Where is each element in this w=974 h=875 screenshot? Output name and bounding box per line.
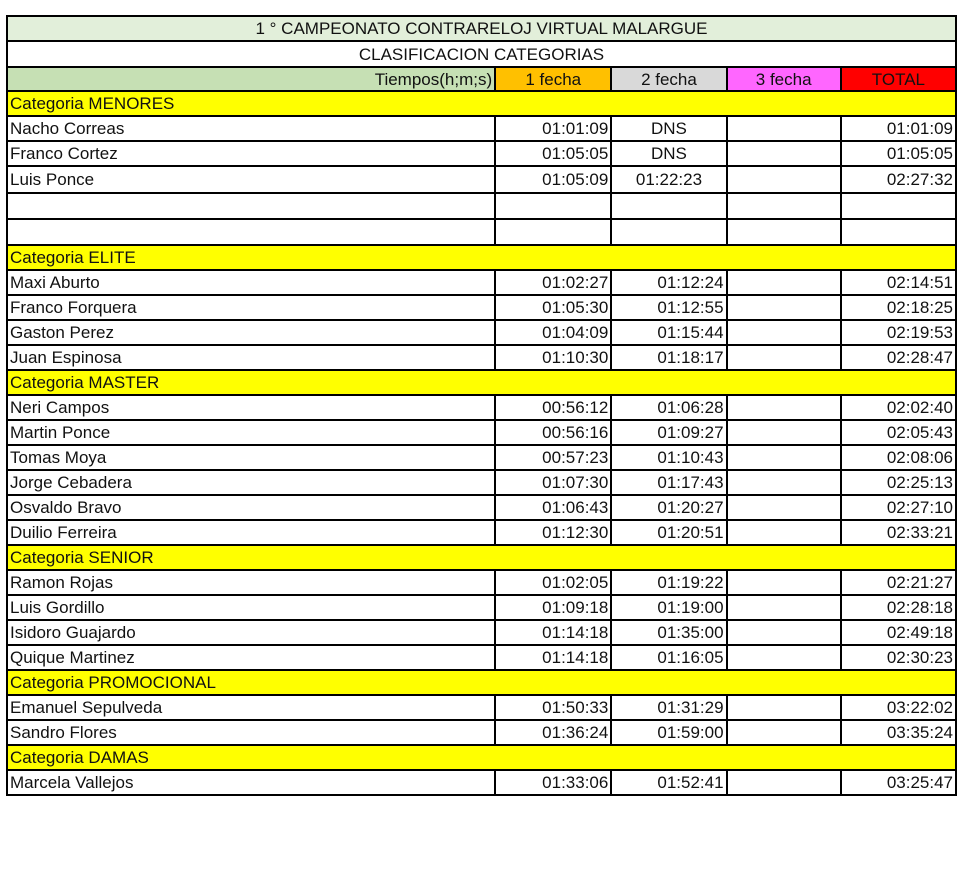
competitor-name[interactable]: Franco Cortez [7,141,495,166]
fecha-2-time[interactable]: 01:18:17 [611,345,726,370]
fecha-1-time[interactable]: 01:33:06 [495,770,611,795]
category-row [7,670,956,695]
competitor-row [7,166,956,193]
fecha-1-time[interactable]: 01:10:30 [495,345,611,370]
fecha-3-time[interactable] [727,219,841,245]
fecha-1-time[interactable]: 01:07:30 [495,470,611,495]
fecha-1-time[interactable]: 01:01:09 [495,116,611,141]
competitor-name[interactable] [7,193,495,219]
competitor-name[interactable]: Ramon Rojas [7,570,495,595]
total-time[interactable]: 02:27:32 [841,166,956,193]
competitor-name[interactable]: Nacho Correas [7,116,495,141]
fecha-1-time[interactable]: 01:05:30 [495,295,611,320]
competitor-name[interactable]: Luis Ponce [7,166,495,193]
fecha-3-time[interactable] [727,166,841,193]
category-label[interactable]: Categoria PROMOCIONAL [7,670,956,695]
fecha-3-time[interactable] [727,345,841,370]
fecha-3-time[interactable] [727,193,841,219]
fecha-2-time[interactable]: 01:12:55 [611,295,726,320]
total-time[interactable]: 02:02:40 [841,395,956,420]
fecha-3-time[interactable] [727,420,841,445]
fecha-3-time[interactable] [727,720,841,745]
category-label[interactable]: Categoria MASTER [7,370,956,395]
fecha-2-time[interactable]: 01:22:23 [611,166,726,193]
competitor-name[interactable]: Maxi Aburto [7,270,495,295]
header-fecha-2[interactable]: 2 fecha [611,67,726,91]
fecha-2-time[interactable]: 01:35:00 [611,620,726,645]
fecha-1-time[interactable]: 01:14:18 [495,645,611,670]
header-fecha-3[interactable]: 3 fecha [727,67,841,91]
fecha-2-time[interactable]: 01:06:28 [611,395,726,420]
total-time[interactable] [841,219,956,245]
competitor-row [7,420,956,445]
fecha-2-time[interactable]: 01:15:44 [611,320,726,345]
fecha-1-time[interactable] [495,219,611,245]
fecha-2-time[interactable]: 01:19:00 [611,595,726,620]
competitor-name[interactable]: Quique Martinez [7,645,495,670]
header-row [7,67,956,91]
header-times[interactable]: Tiempos(h;m;s) [7,67,495,91]
fecha-1-time[interactable]: 01:50:33 [495,695,611,720]
competitor-row [7,645,956,670]
total-time[interactable]: 01:01:09 [841,116,956,141]
fecha-1-time[interactable]: 00:57:23 [495,445,611,470]
competitor-row [7,720,956,745]
fecha-3-time[interactable] [727,645,841,670]
fecha-2-time[interactable]: 01:59:00 [611,720,726,745]
fecha-2-time[interactable]: 01:20:27 [611,495,726,520]
fecha-2-time[interactable]: 01:52:41 [611,770,726,795]
competitor-row [7,141,956,166]
fecha-3-time[interactable] [727,495,841,520]
total-time[interactable]: 02:08:06 [841,445,956,470]
fecha-3-time[interactable] [727,445,841,470]
sheet-subtitle[interactable]: CLASIFICACION CATEGORIAS [7,41,956,67]
total-time[interactable]: 02:28:47 [841,345,956,370]
fecha-2-time[interactable]: 01:16:05 [611,645,726,670]
fecha-3-time[interactable] [727,520,841,545]
fecha-2-time[interactable]: 01:17:43 [611,470,726,495]
fecha-2-time[interactable] [611,219,726,245]
competitor-name[interactable]: Tomas Moya [7,445,495,470]
title-row [7,16,956,41]
fecha-2-time[interactable]: 01:31:29 [611,695,726,720]
fecha-2-time[interactable]: 01:20:51 [611,520,726,545]
total-time[interactable]: 03:25:47 [841,770,956,795]
fecha-2-time[interactable]: 01:10:43 [611,445,726,470]
fecha-3-time[interactable] [727,695,841,720]
fecha-3-time[interactable] [727,395,841,420]
fecha-2-time[interactable]: 01:12:24 [611,270,726,295]
total-time[interactable]: 03:22:02 [841,695,956,720]
category-label[interactable]: Categoria DAMAS [7,745,956,770]
category-label[interactable]: Categoria ELITE [7,245,956,270]
competitor-row [7,495,956,520]
sheet-title[interactable]: 1 ° CAMPEONATO CONTRARELOJ VIRTUAL MALARGUE [7,16,956,41]
category-label[interactable]: Categoria MENORES [7,91,956,116]
competitor-row [7,470,956,495]
competitor-row [7,620,956,645]
total-time[interactable]: 02:33:21 [841,520,956,545]
total-time[interactable]: 02:49:18 [841,620,956,645]
competitor-name[interactable] [7,219,495,245]
fecha-2-time[interactable]: 01:09:27 [611,420,726,445]
competitor-name[interactable]: Duilio Ferreira [7,520,495,545]
fecha-1-time[interactable]: 01:12:30 [495,520,611,545]
competitor-row [7,345,956,370]
fecha-3-time[interactable] [727,320,841,345]
competitor-name[interactable]: Emanuel Sepulveda [7,695,495,720]
fecha-2-time[interactable]: DNS [611,116,726,141]
fecha-3-time[interactable] [727,470,841,495]
fecha-3-time[interactable] [727,141,841,166]
results-table [6,15,957,796]
competitor-row [7,295,956,320]
total-time[interactable]: 02:21:27 [841,570,956,595]
competitor-name[interactable]: Neri Campos [7,395,495,420]
competitor-row [7,595,956,620]
fecha-2-time[interactable] [611,193,726,219]
total-time[interactable]: 02:05:43 [841,420,956,445]
empty-row [7,219,956,245]
total-time[interactable] [841,193,956,219]
competitor-row [7,520,956,545]
competitor-name[interactable]: Marcela Vallejos [7,770,495,795]
total-time[interactable]: 02:30:23 [841,645,956,670]
fecha-3-time[interactable] [727,570,841,595]
category-label[interactable]: Categoria SENIOR [7,545,956,570]
total-time[interactable]: 02:27:10 [841,495,956,520]
competitor-name[interactable]: Luis Gordillo [7,595,495,620]
fecha-1-time[interactable]: 01:09:18 [495,595,611,620]
competitor-row [7,770,956,795]
total-time[interactable]: 01:05:05 [841,141,956,166]
competitor-name[interactable]: Juan Espinosa [7,345,495,370]
competitor-name[interactable]: Osvaldo Bravo [7,495,495,520]
total-time[interactable]: 02:28:18 [841,595,956,620]
competitor-row [7,570,956,595]
fecha-3-time[interactable] [727,116,841,141]
fecha-3-time[interactable] [727,770,841,795]
empty-row [7,193,956,219]
competitor-row [7,320,956,345]
fecha-1-time[interactable]: 01:05:09 [495,166,611,193]
header-total[interactable]: TOTAL [841,67,956,91]
total-time[interactable]: 02:14:51 [841,270,956,295]
fecha-2-time[interactable]: DNS [611,141,726,166]
fecha-1-time[interactable]: 00:56:12 [495,395,611,420]
competitor-name[interactable]: Gaston Perez [7,320,495,345]
competitor-name[interactable]: Martin Ponce [7,420,495,445]
fecha-3-time[interactable] [727,620,841,645]
total-time[interactable]: 03:35:24 [841,720,956,745]
total-time[interactable]: 02:19:53 [841,320,956,345]
subtitle-row [7,41,956,67]
fecha-1-time[interactable]: 01:02:27 [495,270,611,295]
fecha-1-time[interactable]: 01:04:09 [495,320,611,345]
fecha-1-time[interactable]: 01:05:05 [495,141,611,166]
fecha-1-time[interactable]: 01:36:24 [495,720,611,745]
fecha-1-time[interactable]: 01:02:05 [495,570,611,595]
category-row [7,545,956,570]
competitor-row [7,116,956,141]
competitor-row [7,445,956,470]
total-time[interactable]: 02:18:25 [841,295,956,320]
competitor-name[interactable]: Jorge Cebadera [7,470,495,495]
fecha-2-time[interactable]: 01:19:22 [611,570,726,595]
fecha-1-time[interactable]: 01:14:18 [495,620,611,645]
fecha-3-time[interactable] [727,295,841,320]
competitor-name[interactable]: Isidoro Guajardo [7,620,495,645]
header-fecha-1[interactable]: 1 fecha [495,67,611,91]
competitor-row [7,395,956,420]
fecha-1-time[interactable] [495,193,611,219]
category-row [7,745,956,770]
category-row [7,91,956,116]
fecha-1-time[interactable]: 00:56:16 [495,420,611,445]
category-row [7,245,956,270]
fecha-3-time[interactable] [727,595,841,620]
total-time[interactable]: 02:25:13 [841,470,956,495]
competitor-row [7,270,956,295]
category-row [7,370,956,395]
fecha-1-time[interactable]: 01:06:43 [495,495,611,520]
competitor-name[interactable]: Sandro Flores [7,720,495,745]
competitor-row [7,695,956,720]
competitor-name[interactable]: Franco Forquera [7,295,495,320]
fecha-3-time[interactable] [727,270,841,295]
